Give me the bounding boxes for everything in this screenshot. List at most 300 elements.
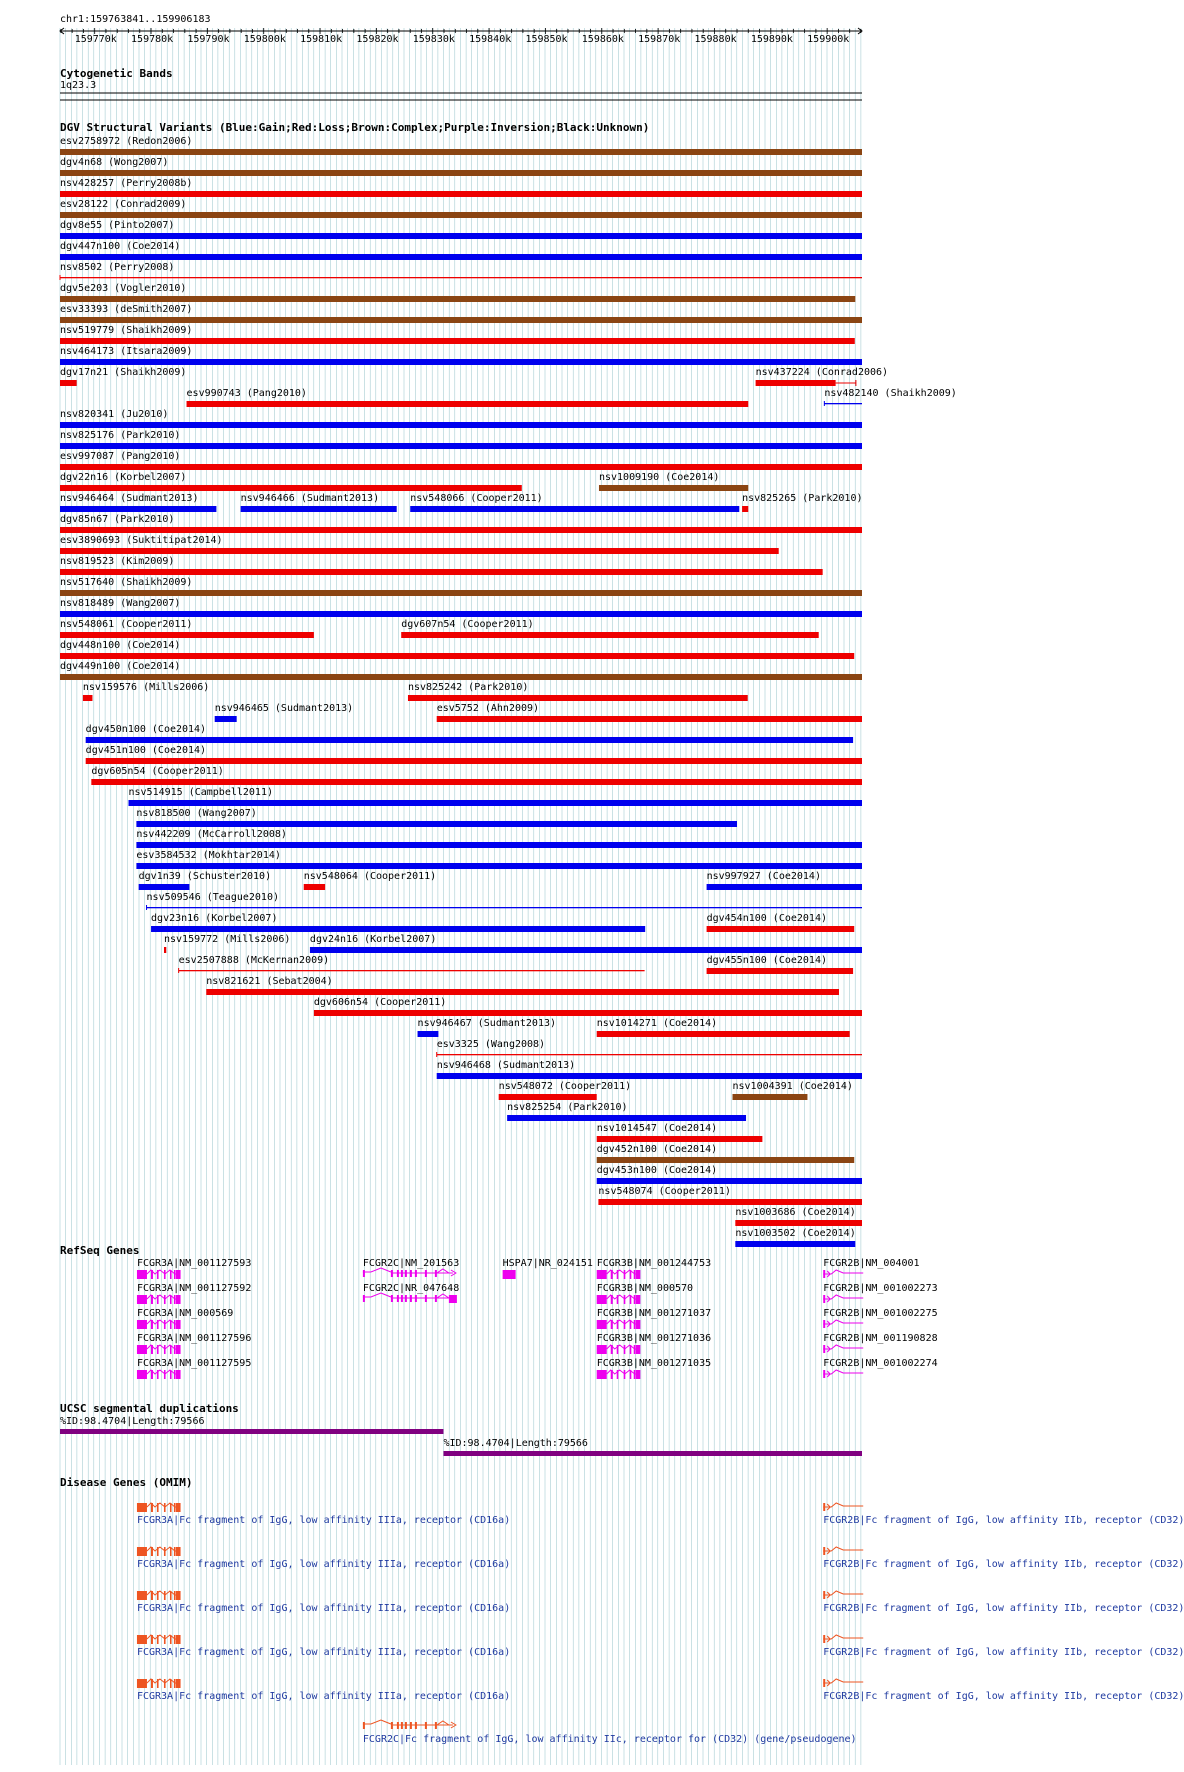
dgv-feature-bar (598, 1199, 862, 1205)
dgv-feature-bar (164, 947, 166, 953)
dgv-feature-bar (139, 884, 190, 890)
dgv-feature-label[interactable]: esv990743 (Pang2010) (186, 388, 307, 399)
ruler-tick-label[interactable]: 159890k (750, 34, 793, 45)
refseq-gene-label[interactable]: FCGR3B|NM_001244753 (596, 1258, 712, 1269)
dgv-feature-label[interactable]: dgv447n100 (Coe2014) (60, 241, 181, 252)
dgv-feature-label[interactable]: dgv605n54 (Cooper2011) (91, 766, 224, 777)
exon (170, 1679, 172, 1688)
dgv-track-title[interactable]: DGV Structural Variants (Blue:Gain;Red:Loss;Brown:Complex;Purple:Inversion;Black:Unknown) (60, 121, 650, 134)
exon (449, 1295, 457, 1303)
dgv-feature-label[interactable]: dgv606n54 (Cooper2011) (313, 997, 447, 1008)
gene-model (137, 1295, 181, 1304)
exon (624, 1270, 626, 1279)
dgv-feature-label[interactable]: nsv1004391 (Coe2014) (732, 1081, 853, 1092)
exon (634, 1270, 636, 1279)
refseq-gene-label[interactable]: FCGR3B|NM_001271036 (596, 1333, 712, 1344)
exon (174, 1503, 176, 1512)
exon (170, 1270, 172, 1279)
segdup-label[interactable]: %ID:98.4704|Length:79566 (60, 1416, 205, 1427)
exon (174, 1591, 176, 1600)
exon (151, 1591, 153, 1600)
exon (137, 1270, 147, 1279)
exon (174, 1270, 176, 1279)
dgv-feature-label[interactable]: nsv818489 (Wang2007) (60, 598, 181, 609)
gene-model (137, 1370, 181, 1379)
dgv-feature-bar (179, 970, 645, 971)
exon (624, 1345, 626, 1354)
dgv-feature-bar (187, 401, 749, 407)
dgv-feature-label[interactable]: nsv517640 (Shaikh2009) (60, 577, 193, 588)
dgv-feature-label[interactable]: dgv24n16 (Korbel2007) (309, 934, 437, 945)
exon (611, 1270, 613, 1279)
dgv-feature-label[interactable]: nsv819523 (Kim2009) (60, 556, 175, 567)
dgv-feature-label[interactable]: nsv428257 (Perry2008b) (60, 178, 193, 189)
exon (176, 1320, 180, 1329)
dgv-feature-bar (707, 926, 855, 932)
exon (597, 1270, 607, 1279)
omim-gene-label[interactable]: FCGR2B|Fc fragment of IgG, low affinity IIb, receptor (CD32) (823, 1515, 1184, 1526)
omim-track-title[interactable]: Disease Genes (OMIM) (60, 1476, 193, 1489)
omim-gene-label[interactable]: FCGR3A|Fc fragment of IgG, low affinity IIIa, receptor (CD16a) (136, 1603, 511, 1614)
dgv-feature-bar (136, 842, 862, 848)
dgv-feature-label[interactable]: dgv1n39 (Schuster2010) (138, 871, 272, 882)
dgv-feature-label[interactable]: esv997087 (Pang2010) (60, 451, 181, 462)
exon (170, 1320, 172, 1329)
exon (636, 1370, 640, 1379)
exon (617, 1270, 619, 1279)
exon (636, 1320, 640, 1329)
exon (151, 1270, 153, 1279)
dgv-feature-bar (60, 569, 823, 575)
exon (137, 1591, 147, 1600)
exon (164, 1270, 166, 1279)
exon (174, 1370, 176, 1379)
exon (611, 1345, 613, 1354)
exon (617, 1295, 619, 1304)
ruler-tick-label[interactable]: 159900k (807, 34, 850, 45)
dgv-feature-label[interactable]: nsv1014271 (Coe2014) (596, 1018, 718, 1029)
dgv-feature-label[interactable]: nsv825242 (Park2010) (407, 682, 529, 693)
exon (176, 1503, 180, 1512)
refseq-gene-label[interactable]: FCGR2C|NR_047648 (362, 1283, 460, 1294)
segdup-bar (60, 1429, 443, 1434)
dgv-feature-bar (310, 947, 862, 953)
dgv-feature-label[interactable]: nsv825176 (Park2010) (60, 430, 181, 441)
dgv-feature-label[interactable]: dgv450n100 (Coe2014) (85, 724, 207, 735)
dgv-feature-label[interactable]: dgv449n100 (Coe2014) (60, 661, 181, 672)
exon (634, 1345, 636, 1354)
exon (157, 1345, 159, 1354)
exon (157, 1547, 159, 1556)
exon (151, 1635, 153, 1644)
refseq-gene-label[interactable]: FCGR3A|NM_001127593 (136, 1258, 252, 1269)
dgv-feature-bar (60, 317, 862, 323)
dgv-feature-label[interactable]: nsv820341 (Ju2010) (60, 409, 169, 420)
refseq-gene-label[interactable]: FCGR2B|NM_001002275 (823, 1308, 938, 1319)
exon (174, 1679, 176, 1688)
dgv-feature-bar (147, 907, 862, 908)
dgv-feature-label[interactable]: dgv85n67 (Park2010) (60, 514, 175, 525)
dgv-feature-label[interactable]: nsv159576 (Mills2006) (82, 682, 210, 693)
dgv-feature-label[interactable]: nsv8502 (Perry2008) (60, 262, 175, 273)
omim-gene-label[interactable]: FCGR2B|Fc fragment of IgG, low affinity IIb, receptor (CD32) (823, 1603, 1184, 1614)
exon (170, 1370, 172, 1379)
dgv-feature-label[interactable]: nsv548072 (Cooper2011) (498, 1081, 632, 1092)
exon (137, 1370, 147, 1379)
exon (630, 1320, 632, 1329)
dgv-feature-bar (60, 380, 77, 386)
dgv-feature-label[interactable]: dgv23n16 (Korbel2007) (151, 913, 278, 924)
dgv-feature-label[interactable]: esv3584532 (Mokhtar2014) (136, 850, 281, 861)
gene-model (137, 1547, 181, 1556)
dgv-feature-label[interactable]: dgv8e55 (Pinto2007) (60, 220, 175, 231)
dgv-feature-label[interactable]: dgv448n100 (Coe2014) (60, 640, 181, 651)
exon (137, 1295, 147, 1304)
dgv-feature-bar (60, 674, 862, 680)
gene-model (823, 1270, 863, 1278)
refseq-gene-label[interactable]: FCGR3B|NM_001271035 (596, 1358, 712, 1369)
exon (151, 1547, 153, 1556)
ruler-tick-label[interactable]: 159790k (187, 34, 230, 45)
dgv-feature-bar (742, 506, 748, 512)
dgv-feature-bar (86, 737, 853, 743)
dgv-feature-bar (241, 506, 397, 512)
omim-gene-label[interactable]: FCGR2B|Fc fragment of IgG, low affinity IIb, receptor (CD32) (823, 1647, 1184, 1658)
dgv-feature-label[interactable]: nsv946466 (Sudmant2013) (240, 493, 380, 504)
dgv-feature-bar (735, 1220, 862, 1226)
exon (170, 1591, 172, 1600)
dgv-feature-label[interactable]: dgv17n21 (Shaikh2009) (60, 367, 187, 378)
exon (164, 1503, 166, 1512)
exon (624, 1370, 626, 1379)
dgv-feature-bar (597, 1136, 763, 1142)
gene-model (137, 1635, 181, 1644)
exon (634, 1370, 636, 1379)
exon (597, 1345, 607, 1354)
dgv-feature-label[interactable]: dgv454n100 (Coe2014) (706, 913, 827, 924)
dgv-feature-label[interactable]: dgv455n100 (Coe2014) (706, 955, 827, 966)
dgv-feature-label[interactable]: nsv548066 (Cooper2011) (410, 493, 543, 504)
dgv-feature-bar (60, 296, 855, 302)
exon (174, 1635, 176, 1644)
exon (157, 1591, 159, 1600)
refseq-gene-label[interactable]: FCGR3A|NM_001127592 (136, 1283, 252, 1294)
refseq-gene-label[interactable]: FCGR2C|NM_201563 (362, 1258, 460, 1269)
gene-model (137, 1270, 181, 1279)
dgv-feature-label[interactable]: nsv464173 (Itsara2009) (60, 346, 193, 357)
dgv-feature-label[interactable]: dgv607n54 (Cooper2011) (401, 619, 534, 630)
dgv-feature-label[interactable]: nsv159772 (Mills2006) (164, 934, 291, 945)
dgv-feature-bar (86, 758, 862, 764)
dgv-feature-label[interactable]: nsv548074 (Cooper2011) (598, 1186, 731, 1197)
dgv-feature-bar (437, 716, 862, 722)
exon (164, 1547, 166, 1556)
exon (170, 1547, 172, 1556)
exon (630, 1270, 632, 1279)
dgv-feature-label[interactable]: nsv514915 (Campbell2011) (128, 787, 273, 798)
dgv-feature-label[interactable]: esv33393 (deSmith2007) (60, 304, 193, 315)
dgv-feature-label[interactable]: dgv453n100 (Coe2014) (596, 1165, 718, 1176)
exon (630, 1295, 632, 1304)
dgv-feature-bar (215, 716, 237, 722)
gene-model (823, 1370, 863, 1378)
dgv-feature-bar (824, 403, 862, 404)
dgv-feature-label[interactable]: esv28122 (Conrad2009) (60, 199, 187, 210)
omim-gene-label[interactable]: FCGR3A|Fc fragment of IgG, low affinity IIIa, receptor (CD16a) (136, 1647, 511, 1658)
exon (391, 1295, 393, 1302)
dgv-feature-bar (60, 464, 862, 470)
dgv-feature-label[interactable]: nsv1014547 (Coe2014) (596, 1123, 718, 1134)
gene-model (137, 1345, 181, 1354)
dgv-feature-label[interactable]: nsv482140 (Shaikh2009) (824, 388, 957, 399)
exon (363, 1270, 365, 1277)
ruler-tick-label[interactable]: 159770k (74, 34, 117, 45)
dgv-feature-bar (756, 380, 836, 386)
refseq-gene-label[interactable]: HSPA7|NR_024151 (502, 1258, 593, 1269)
dgv-feature-bar (499, 1094, 597, 1100)
dgv-feature-bar (314, 1010, 862, 1016)
dgv-feature-bar (599, 485, 748, 491)
refseq-gene-label[interactable]: FCGR3A|NM_001127595 (136, 1358, 252, 1369)
exon (157, 1503, 159, 1512)
refseq-gene-label[interactable]: FCGR3A|NM_000569 (136, 1308, 234, 1319)
dgv-feature-label[interactable]: nsv825254 (Park2010) (507, 1102, 628, 1113)
gene-model (823, 1591, 863, 1599)
ruler-tick-label[interactable]: 159800k (243, 34, 286, 45)
exon (597, 1370, 607, 1379)
dgv-feature-bar (60, 632, 314, 638)
dgv-feature-label[interactable]: nsv825265 (Park2010) (742, 493, 863, 504)
exon (391, 1722, 393, 1729)
exon (176, 1547, 180, 1556)
dgv-feature-label[interactable]: nsv548061 (Cooper2011) (60, 619, 193, 630)
exon (174, 1547, 176, 1556)
dgv-feature-label[interactable]: nsv1009190 (Coe2014) (598, 472, 720, 483)
dgv-feature-label[interactable]: nsv946464 (Sudmant2013) (60, 493, 199, 504)
exon (164, 1370, 166, 1379)
exon (176, 1370, 180, 1379)
cytoband-label: 1q23.3 (60, 80, 97, 91)
exon (363, 1720, 391, 1724)
dgv-feature-label[interactable]: dgv22n16 (Korbel2007) (60, 472, 187, 483)
dgv-feature-bar (83, 695, 93, 701)
exon (611, 1320, 613, 1329)
exon (164, 1679, 166, 1688)
refseq-gene-label[interactable]: FCGR2B|NM_001190828 (823, 1333, 938, 1344)
dgv-feature-bar (60, 191, 862, 197)
dgv-feature-bar (410, 506, 739, 512)
dgv-feature-label[interactable]: nsv821621 (Sebat2004) (206, 976, 333, 987)
dgv-feature-bar (437, 1073, 862, 1079)
dgv-feature-bar (60, 548, 779, 554)
exon (164, 1295, 166, 1304)
exon (636, 1295, 640, 1304)
dgv-feature-bar (60, 527, 862, 533)
exon (634, 1295, 636, 1304)
dgv-feature-bar (401, 632, 819, 638)
exon (636, 1270, 640, 1279)
dgv-feature-label[interactable]: nsv946465 (Sudmant2013) (214, 703, 354, 714)
exon (151, 1320, 153, 1329)
dgv-feature-bar (60, 233, 862, 239)
exon (176, 1295, 180, 1304)
dgv-feature-bar (60, 338, 855, 344)
exon (636, 1345, 640, 1354)
omim-gene-label[interactable]: FCGR3A|Fc fragment of IgG, low affinity IIIa, receptor (CD16a) (136, 1559, 511, 1570)
exon (137, 1320, 147, 1329)
dgv-feature-bar (437, 1054, 862, 1055)
segdup-track-title[interactable]: UCSC segmental duplications (60, 1402, 239, 1415)
dgv-feature-label[interactable]: esv3325 (Wang2008) (436, 1039, 546, 1050)
ruler-tick-label[interactable]: 159870k (638, 34, 681, 45)
segdup-bar (443, 1451, 862, 1456)
exon (137, 1345, 147, 1354)
exon (176, 1679, 180, 1688)
gene-model (823, 1295, 863, 1303)
dgv-feature-label[interactable]: dgv452n100 (Coe2014) (596, 1144, 718, 1155)
exon (611, 1370, 613, 1379)
exon (597, 1295, 607, 1304)
exon (164, 1635, 166, 1644)
gene-model (823, 1679, 863, 1687)
omim-gene-label[interactable]: FCGR3A|Fc fragment of IgG, low affinity IIIa, receptor (CD16a) (136, 1691, 511, 1702)
dgv-feature-bar (507, 1115, 746, 1121)
dgv-feature-bar (408, 695, 748, 701)
exon (157, 1370, 159, 1379)
dgv-feature-label[interactable]: dgv451n100 (Coe2014) (85, 745, 207, 756)
dgv-feature-label[interactable]: dgv5e203 (Vogler2010) (60, 283, 187, 294)
ruler-tick-label[interactable]: 159880k (694, 34, 737, 45)
dgv-feature-label[interactable]: dgv4n68 (Wong2007) (60, 157, 169, 168)
refseq-gene-label[interactable]: FCGR3B|NM_000570 (596, 1283, 694, 1294)
location-label: chr1:159763841..159906183 (60, 14, 211, 25)
exon (164, 1320, 166, 1329)
refseq-gene-label[interactable]: FCGR2B|NM_004001 (823, 1258, 920, 1269)
exon (157, 1295, 159, 1304)
omim-gene-label[interactable]: FCGR3A|Fc fragment of IgG, low affinity IIIa, receptor (CD16a) (136, 1515, 511, 1526)
omim-gene-label[interactable]: FCGR2B|Fc fragment of IgG, low affinity IIb, receptor (CD32) (823, 1691, 1184, 1702)
exon (617, 1370, 619, 1379)
exon (137, 1635, 147, 1644)
gene-model (137, 1679, 181, 1688)
exon (174, 1345, 176, 1354)
ruler-tick-label[interactable]: 159830k (412, 34, 455, 45)
ruler-tick-label[interactable]: 159780k (131, 34, 174, 45)
dgv-feature-bar (707, 968, 853, 974)
exon (617, 1320, 619, 1329)
ruler-tick-label[interactable]: 159850k (525, 34, 568, 45)
dgv-feature-bar (60, 611, 862, 617)
dgv-feature-bar (136, 821, 737, 827)
exon (137, 1547, 147, 1556)
dgv-feature-bar (60, 443, 862, 449)
segdup-label[interactable]: %ID:98.4704|Length:79566 (443, 1438, 588, 1449)
dgv-feature-label[interactable]: nsv818500 (Wang2007) (136, 808, 257, 819)
ruler-tick-label[interactable]: 159860k (581, 34, 624, 45)
gene-model (137, 1591, 181, 1600)
dgv-feature-label[interactable]: nsv997927 (Coe2014) (706, 871, 821, 882)
dgv-feature-bar (60, 149, 862, 155)
dgv-feature-bar (91, 779, 862, 785)
exon (151, 1503, 153, 1512)
exon (176, 1270, 180, 1279)
dgv-feature-label[interactable]: nsv519779 (Shaikh2009) (60, 325, 193, 336)
exon (157, 1635, 159, 1644)
exon (176, 1635, 180, 1644)
dgv-feature-label[interactable]: nsv437224 (Conrad2006) (755, 367, 889, 378)
gene-model (137, 1503, 181, 1512)
dgv-feature-label[interactable]: nsv509546 (Teague2010) (146, 892, 279, 903)
exon (617, 1345, 619, 1354)
cytoband-track-title[interactable]: Cytogenetic Bands (60, 67, 173, 80)
exon (611, 1295, 613, 1304)
exon (137, 1679, 147, 1688)
dgv-feature-label[interactable]: esv5752 (Ahn2009) (436, 703, 540, 714)
exon (170, 1345, 172, 1354)
exon (363, 1295, 365, 1302)
exon (137, 1503, 147, 1512)
exon (630, 1370, 632, 1379)
dgv-feature-bar (60, 422, 862, 428)
exon (503, 1270, 516, 1279)
dgv-feature-label[interactable]: nsv946467 (Sudmant2013) (417, 1018, 557, 1029)
dgv-feature-label[interactable]: esv3890693 (Suktitipat2014) (60, 535, 223, 546)
dgv-feature-bar (151, 926, 645, 932)
exon (437, 1721, 449, 1725)
dgv-feature-bar (60, 653, 854, 659)
dgv-feature-label[interactable]: esv2507888 (McKernan2009) (178, 955, 330, 966)
dgv-feature-bar (735, 1241, 855, 1247)
exon (363, 1722, 365, 1729)
exon (157, 1679, 159, 1688)
refseq-gene-label[interactable]: FCGR2B|NM_001002274 (823, 1358, 938, 1369)
dgv-feature-bar (60, 590, 862, 596)
gene-model (137, 1320, 181, 1329)
dgv-feature-label[interactable]: nsv442209 (McCarroll2008) (136, 829, 287, 840)
exon (170, 1635, 172, 1644)
refseq-track-title[interactable]: RefSeq Genes (60, 1244, 140, 1257)
dgv-feature-bar (60, 277, 862, 278)
dgv-feature-bar (60, 170, 862, 176)
exon (634, 1320, 636, 1329)
dgv-feature-label[interactable]: nsv1003686 (Coe2014) (735, 1207, 856, 1218)
dgv-feature-label[interactable]: nsv946468 (Sudmant2013) (436, 1060, 576, 1071)
exon (174, 1295, 176, 1304)
gene-model (823, 1345, 863, 1353)
ruler-tick-label[interactable]: 159820k (356, 34, 399, 45)
dgv-feature-label[interactable]: nsv548064 (Cooper2011) (303, 871, 437, 882)
ruler-tick-label[interactable]: 159810k (300, 34, 343, 45)
refseq-gene-label[interactable]: FCGR3A|NM_001127596 (136, 1333, 252, 1344)
dgv-feature-bar (60, 485, 522, 491)
exon (170, 1295, 172, 1304)
dgv-feature-label[interactable]: nsv1003502 (Coe2014) (735, 1228, 856, 1239)
exon (624, 1295, 626, 1304)
dgv-feature-bar (597, 1157, 854, 1163)
refseq-gene-label[interactable]: FCGR3B|NM_001271037 (596, 1308, 712, 1319)
omim-gene-label[interactable]: FCGR2C|Fc fragment of IgG, low affinity IIc, receptor for (CD32) (gene/pseudogene) (362, 1734, 857, 1745)
omim-gene-label[interactable]: FCGR2B|Fc fragment of IgG, low affinity IIb, receptor (CD32) (823, 1559, 1184, 1570)
ruler-tick-label[interactable]: 159840k (469, 34, 512, 45)
refseq-gene-label[interactable]: FCGR2B|NM_001002273 (823, 1283, 938, 1294)
dgv-feature-bar (304, 884, 325, 890)
exon (391, 1270, 393, 1277)
dgv-feature-bar (129, 800, 862, 806)
exon (157, 1270, 159, 1279)
dgv-feature-bar (597, 1178, 862, 1184)
dgv-feature-bar (707, 884, 862, 890)
dgv-feature-label[interactable]: esv2758972 (Redon2006) (60, 136, 193, 147)
